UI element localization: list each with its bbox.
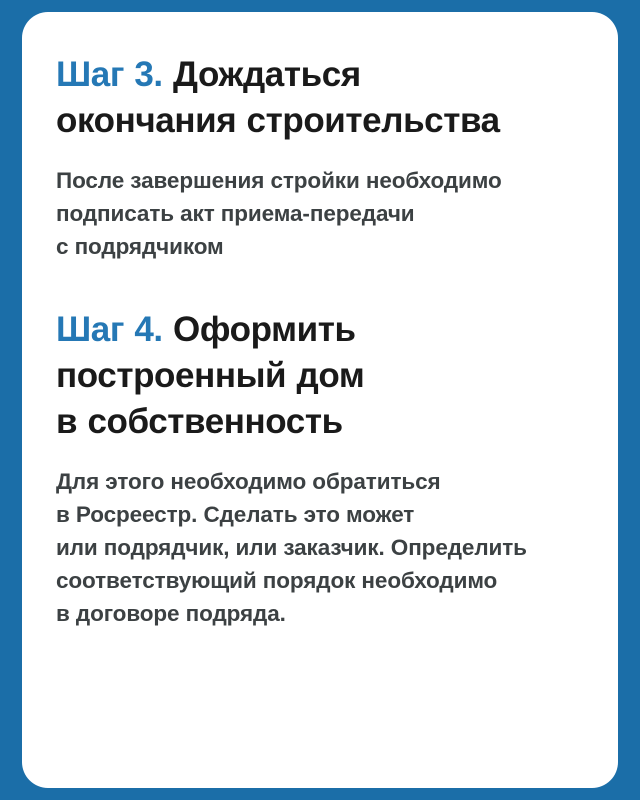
step-4-body-line-4: соответствующий порядок необходимо: [56, 568, 498, 593]
step-4-heading-line3: в собственность: [56, 402, 343, 441]
step-4-body-line-1: Для этого необходимо обратиться: [56, 469, 441, 494]
step-4-body-line-5: в договоре подряда.: [56, 601, 286, 626]
step-3-heading: [56, 52, 584, 144]
step-4-body: [56, 465, 584, 630]
step-4-body-line-3: или подрядчик, или заказчик. Определить: [56, 535, 527, 560]
block-spacer: [56, 263, 584, 307]
step-3-body-line-2: подписать акт приема-передачи: [56, 201, 415, 226]
step-4-block: [56, 307, 584, 630]
step-3-heading-line2: окончания строительства: [56, 101, 500, 140]
step-3-body-line-1: После завершения стройки необходимо: [56, 168, 502, 193]
step-4-label: Шаг 4.: [56, 310, 163, 349]
step-3-label: Шаг 3.: [56, 55, 163, 94]
step-3-block: [56, 52, 584, 263]
step-3-body-line-3: с подрядчиком: [56, 234, 224, 259]
step-3-heading-rest: Дождаться: [162, 55, 361, 94]
step-4-heading-line2: построенный дом: [56, 356, 365, 395]
step-4-heading-rest: Оформить: [162, 310, 356, 349]
content-card: [22, 12, 618, 788]
step-4-body-line-2: в Росреестр. Сделать это может: [56, 502, 415, 527]
step-3-body: [56, 164, 584, 263]
step-4-heading: [56, 307, 584, 445]
